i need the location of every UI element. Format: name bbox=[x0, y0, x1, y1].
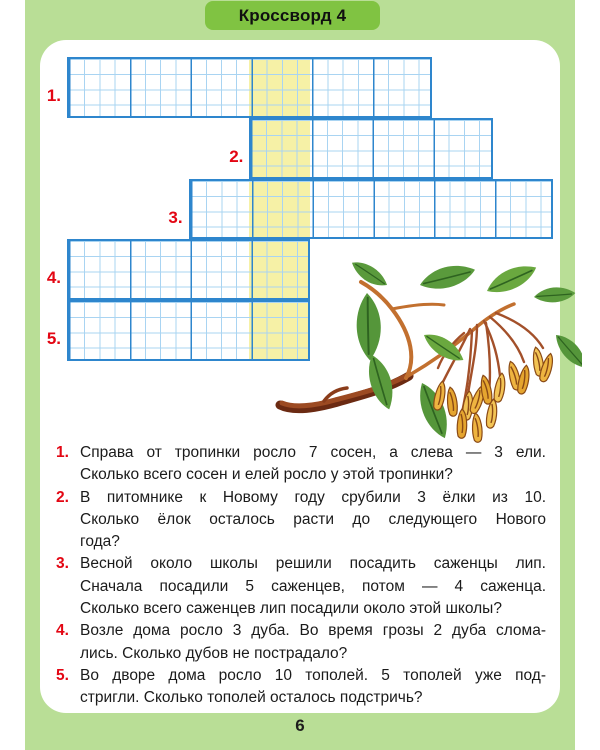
problem-text bbox=[80, 442, 546, 487]
crossword-row-number: 5. bbox=[46, 329, 61, 349]
problems-list bbox=[56, 442, 546, 710]
problem-3 bbox=[56, 553, 546, 620]
problem-text-line: Справа от тропинки росло 7 сосен, а слева — 3 ели. bbox=[80, 444, 546, 461]
problem-number: 3. bbox=[56, 555, 69, 573]
problem-5 bbox=[56, 665, 546, 710]
crossword-row-2[interactable] bbox=[249, 118, 492, 179]
problem-text bbox=[80, 620, 546, 665]
problem-4 bbox=[56, 620, 546, 665]
problem-text-line: Сколько всего сосен и елей росло у этой тропинки? bbox=[80, 466, 453, 484]
crossword-row-1[interactable] bbox=[67, 57, 432, 118]
problem-text-line: лись. Сколько дубов не пострадало? bbox=[80, 644, 348, 662]
problem-text bbox=[80, 487, 546, 554]
problem-text-line: стригли. Сколько тополей осталось подстричь? bbox=[80, 689, 423, 707]
crossword-row-number: 1. bbox=[46, 86, 61, 105]
problem-text-line: Во дворе дома росло 10 тополей. 5 тополей уже под- bbox=[80, 666, 546, 684]
problem-number: 1. bbox=[56, 444, 69, 461]
problem-text bbox=[80, 665, 546, 710]
problem-number: 5. bbox=[56, 666, 69, 684]
problem-text-line: Весной около школы решили посадить саженцы лип. bbox=[80, 555, 546, 573]
problem-text-line: Сколько всего саженцев лип посадили около этой школы? bbox=[80, 600, 502, 618]
page-number: 6 bbox=[295, 716, 305, 735]
problem-text-line: года? bbox=[80, 533, 120, 551]
crossword-row-3[interactable] bbox=[189, 179, 554, 240]
crossword-row-number: 2. bbox=[229, 146, 244, 166]
crossword-row-number: 3. bbox=[168, 207, 183, 227]
problem-text-line: Сколько ёлок осталось расти до следующего Нового bbox=[80, 510, 546, 528]
problem-text-line: В питомнике к Новому году срубили 3 ёлки из 10. bbox=[80, 488, 546, 506]
problem-1 bbox=[56, 442, 546, 487]
problem-number: 2. bbox=[56, 488, 69, 506]
problem-text-line: Сначала посадили 5 саженцев, потом — 4 саженца. bbox=[80, 577, 546, 595]
seed-keys bbox=[433, 346, 556, 442]
crossword-row-number: 4. bbox=[46, 268, 61, 288]
problem-text-line: Возле дома росло 3 дуба. Во время грозы 2 дуба слома- bbox=[80, 622, 546, 640]
page-title-label: Кроссворд 4 bbox=[238, 5, 347, 25]
problem-number: 4. bbox=[56, 622, 69, 640]
plant-illustration bbox=[272, 243, 582, 450]
problem-text bbox=[80, 553, 546, 620]
problem-2 bbox=[56, 487, 546, 554]
